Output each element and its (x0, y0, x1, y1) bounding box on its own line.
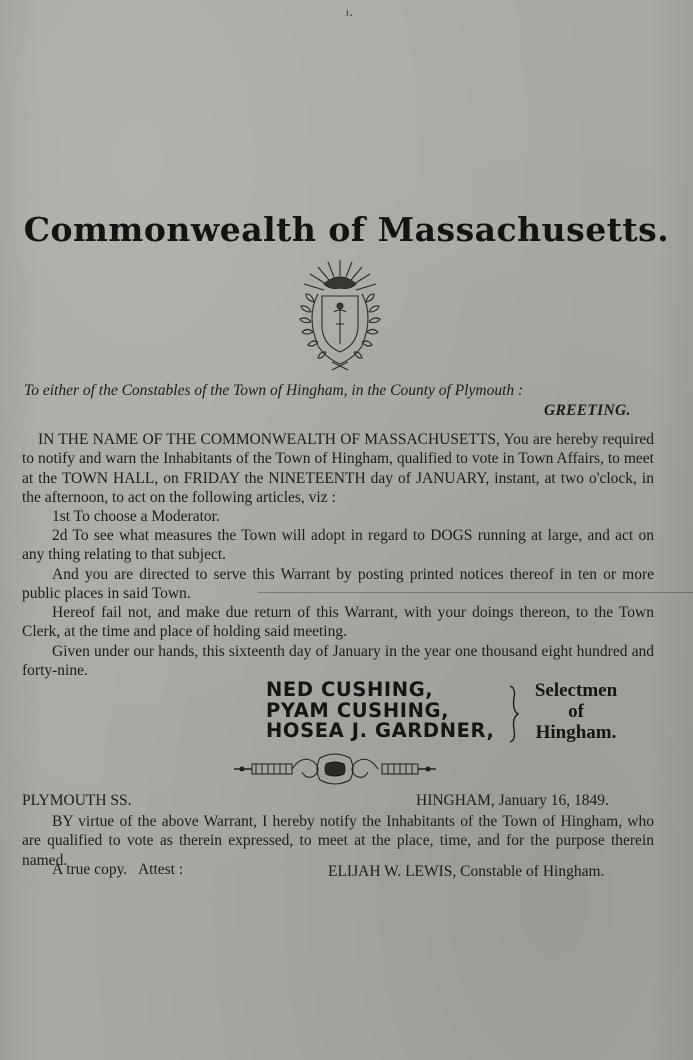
divider-rule (258, 592, 693, 593)
brace-icon (508, 684, 520, 744)
selectmen-word: Selectmen (534, 680, 618, 701)
article-1: 1st To choose a Moderator. (52, 508, 220, 525)
ornament-divider-icon (232, 752, 438, 786)
paragraph-directed: And you are directed to serve this Warrant by posting printed notices thereof in ten or more public places in said Town. (22, 566, 654, 603)
selectmen-title (524, 680, 628, 743)
warrant-paragraph-1: IN THE NAME OF THE COMMONWEALTH OF MASSACHUSETTS, You are hereby required to notify and warn the Inhabitants of the Town of Hingham, qualified to vote in Town Affairs, to meet at the TOWN HALL, on FRIDAY the NINETEENTH day of JANUARY, instant, at two o'clock, in the afternoon, to act on the following articles, viz : (22, 431, 654, 506)
signer-name: PYAM CUSHING, (266, 698, 450, 722)
county-heading: PLYMOUTH SS. (22, 792, 132, 809)
place-date: HINGHAM, January 16, 1849. (416, 792, 609, 809)
constable-return: BY virtue of the above Warrant, I hereby notify the Inhabitants of the Town of Hingham, who are qualified to vote as therein expressed, to meet at the place, time, and for the purpose therein named. (22, 813, 654, 869)
state-seal-icon (284, 254, 396, 376)
signer-name: NED CUSHING, (266, 678, 434, 701)
paragraph-hereof: Hereof fail not, and make due return of this Warrant, with your doings thereon, to the Town Clerk, at the time and place of holding said meeting. (22, 604, 654, 641)
address-line: To either of the Constables of the Town of Hingham, in the County of Plymouth : (24, 382, 524, 399)
greeting: GREETING. (544, 402, 631, 419)
article-2: 2d To see what measures the Town will adopt in regard to DOGS running at large, and act on any thing relating to that subject. (22, 527, 654, 564)
attest-line: A true copy. Attest : (52, 861, 184, 878)
selectmen-town: Hingham. (535, 722, 617, 743)
selectmen-of: of (568, 701, 584, 722)
constable-signature: ELIJAH W. LEWIS, Constable of Hingham. (328, 863, 605, 880)
signer-list (266, 680, 495, 742)
corner-mark: ⁱ· (346, 9, 354, 24)
signer-name: HOSEA J. GARDNER, (266, 719, 495, 742)
page-title: Commonwealth of Massachusetts. (23, 210, 670, 249)
paragraph-given: Given under our hands, this sixteenth day of January in the year one thousand eight hundred and forty-nine. (22, 643, 654, 680)
